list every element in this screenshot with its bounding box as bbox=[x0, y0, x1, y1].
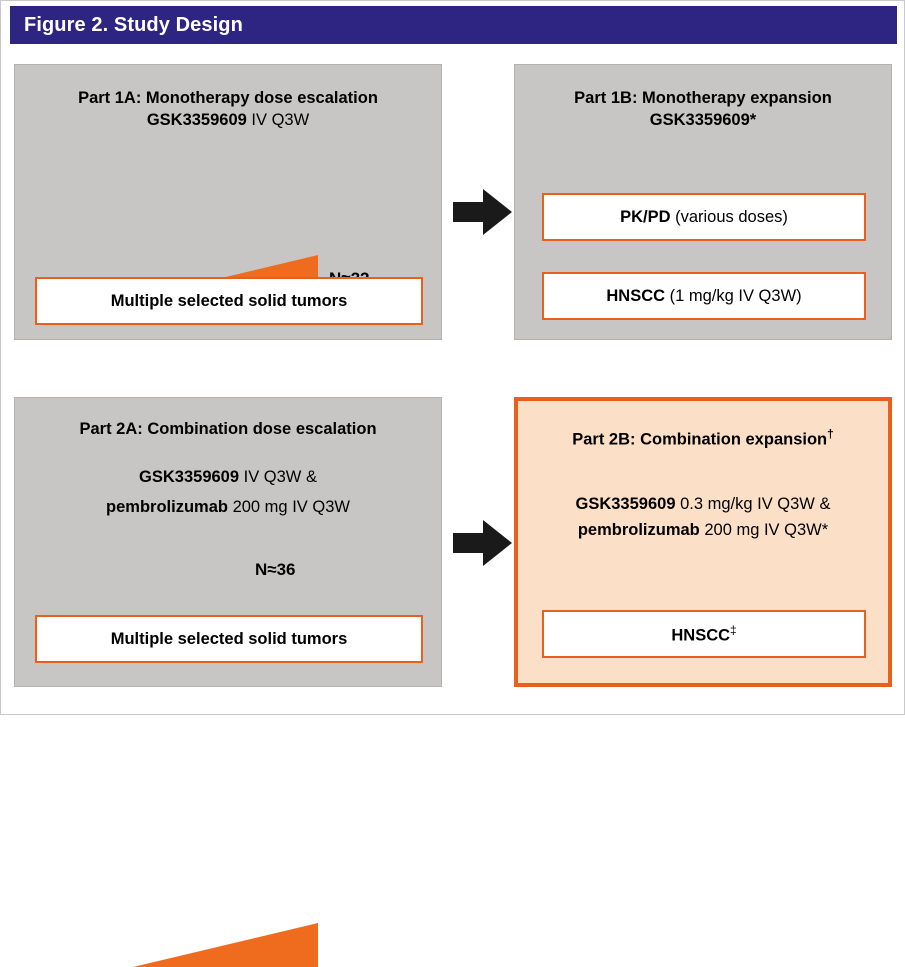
part-2b-heading-dagger: † bbox=[827, 427, 834, 441]
part-1b-heading-text: Part 1B: Monotherapy expansion bbox=[574, 89, 832, 107]
arrow-part1a-to-part1b bbox=[453, 188, 513, 236]
part-1b-pkpd-label: PK/PD bbox=[620, 207, 671, 226]
panel-part-2a bbox=[14, 397, 442, 687]
part-2a-drug1: GSK3359609 bbox=[139, 468, 240, 486]
part-2a-population-box bbox=[35, 615, 423, 663]
part-1a-population-label: Multiple selected solid tumors bbox=[110, 291, 348, 310]
part-1a-population-box bbox=[35, 277, 423, 325]
part-1b-heading bbox=[515, 87, 891, 131]
part-2a-heading bbox=[15, 418, 441, 440]
part-1b-hnscc-label: HNSCC bbox=[606, 286, 666, 305]
part-1b-hnscc-detail: (1 mg/kg IV Q3W) bbox=[665, 286, 802, 305]
part-2b-drug2: pembrolizumab bbox=[577, 521, 700, 539]
arrow-part2a-to-part2b bbox=[453, 519, 513, 567]
part-2b-drug2-detail: 200 mg IV Q3W* bbox=[699, 521, 829, 539]
part-2a-drug1-detail: IV Q3W & bbox=[239, 468, 317, 486]
panel-part-1b bbox=[514, 64, 892, 340]
part-2a-drug2: pembrolizumab bbox=[106, 498, 228, 516]
part-2b-hnscc-box bbox=[542, 610, 866, 658]
part-2a-n-label: N≈36 bbox=[255, 560, 296, 579]
part-1a-heading bbox=[15, 87, 441, 131]
part-1a-drug-detail: IV Q3W bbox=[246, 111, 310, 129]
part-1b-pkpd-box bbox=[542, 193, 866, 241]
part-2b-hnscc-dagger: ‡ bbox=[730, 622, 737, 637]
part-2b-heading-text: Part 2B: Combination expansion bbox=[572, 430, 828, 449]
part-2a-heading-text: Part 2A: Combination dose escalation bbox=[79, 420, 377, 438]
figure-title: Figure 2. Study Design bbox=[24, 13, 243, 36]
part-2a-regimen bbox=[15, 462, 441, 522]
part-2b-hnscc-label: HNSCC bbox=[671, 626, 731, 645]
part-2b-drug1: GSK3359609 bbox=[575, 495, 676, 513]
part-1a-drug: GSK3359609 bbox=[146, 111, 247, 129]
part-1a-heading-text: Part 1A: Monotherapy dose escalation bbox=[78, 89, 378, 107]
part-2b-drug1-detail: 0.3 mg/kg IV Q3W & bbox=[675, 495, 831, 513]
part-2b-heading bbox=[518, 423, 888, 451]
part-2a-drug2-detail: 200 mg IV Q3W bbox=[227, 498, 350, 516]
panel-part-2b bbox=[514, 397, 892, 687]
panel-part-1a bbox=[14, 64, 442, 340]
figure-title-bar bbox=[10, 6, 897, 44]
part-2a-population-label: Multiple selected solid tumors bbox=[110, 629, 348, 648]
part-1b-pkpd-detail: (various doses) bbox=[670, 207, 788, 226]
part-1b-hnscc-box bbox=[542, 272, 866, 320]
part-1b-drug: GSK3359609* bbox=[649, 111, 757, 129]
part-2b-regimen bbox=[528, 491, 878, 543]
